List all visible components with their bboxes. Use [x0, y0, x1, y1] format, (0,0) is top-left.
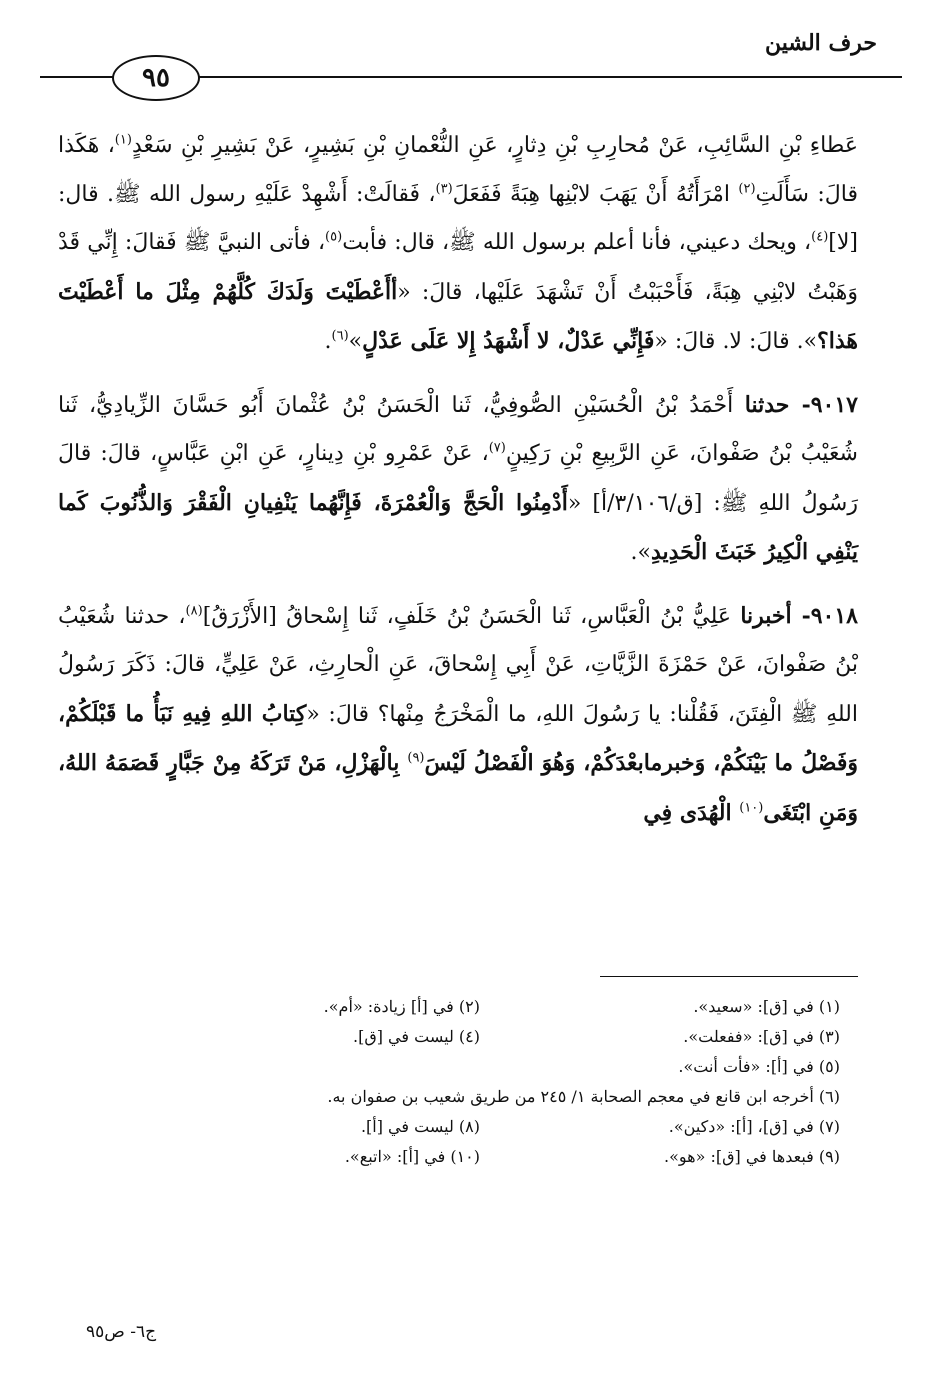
footnote-text: في [ق]: «سعيد».: [693, 997, 814, 1016]
p1-text-d: ، فَقالَتْ: أَشْهِدْ عَلَيْهِ رسول الله ﷺ. قال: [لا]: [58, 181, 858, 255]
footnote-ref-9[interactable]: (٩): [407, 750, 425, 766]
footnote-num: (٣): [818, 1027, 840, 1046]
footnote-2: [120, 992, 480, 1022]
footnote-ref-6[interactable]: (٦): [331, 328, 349, 344]
chapter-title: حرف الشين: [764, 30, 877, 56]
footnote-text: في [أ] زيادة: «أم».: [323, 997, 454, 1016]
p2-text-a: أَحْمَدُ بْنُ الْحُسَيْنِ الصُّوفِيُّ، ثَنا الْحَسَنُ بْنُ عُثْمانَ أَبُو حَسَّانَ الزِّيادِيُّ، ثَنا شُعَيْبُ بْنُ صَفْوانَ، عَنِ الرَّبِيعِ بْنِ رَكِينٍ: [58, 392, 858, 466]
footnote-8: [120, 1112, 480, 1142]
footnote-5: [678, 1052, 840, 1082]
p1-text-f: ، فأتى النبيَّ ﷺ فَقالَ: إِنِّي قَدْ وَهَبْتُ لابْنِي هِبَةً، فَأَحْبَبْتُ أَنْ تَشْهَدَ عَلَيْها، قالَ: «: [58, 230, 858, 305]
p1-hadith-quote-2: فَإِنِّي عَدْلٌ، لا أَشْهَدُ إِلا عَلَى عَدْلٍ: [362, 328, 655, 354]
page-number-badge: ٩٥: [112, 55, 200, 101]
p3-text-b: ، حدثنا شُعَيْبُ بْنُ صَفْوانَ، عَنْ حَمْزَةَ الزَّيَّاتِ، عَنْ أَبِي إِسْحاقَ، عَنِ الْحارِثِ، عَنْ عَلِيٍّ، قالَ: ذَكَرَ رَسُولُ اللهِ ﷺ الْفِتَنَ، فَقُلْنا: يا رَسُولَ اللهِ، ما الْمَخْرَجُ مِنْها؟ قالَ: «: [58, 603, 858, 727]
p2-hadith-quote: أَدْمِنُوا الْحَجَّ وَالْعُمْرَةَ، فَإِنَّهُما يَنْفِيانِ الْفَقْرَ وَالذُّنُوبَ كَما يَنْفِي الْكِيرُ خَبَثَ الْحَدِيدِ: [58, 489, 858, 565]
footnote-num: (٥): [818, 1057, 840, 1076]
footnote-text: أخرجه ابن قانع في معجم الصحابة ١/ ٢٤٥ من طريق شعيب بن صفوان به.: [327, 1087, 814, 1106]
footnote-ref-4[interactable]: (٤): [811, 229, 829, 245]
footnote-row: [120, 1142, 840, 1172]
footnote-row: [120, 1112, 840, 1142]
footnote-num: (١٠): [450, 1147, 480, 1166]
footnote-3: [480, 1022, 840, 1052]
p1-text-e: ، ويحك دعيني، فأنا أعلم برسول الله ﷺ، قال: فأبت: [342, 230, 812, 255]
footnote-divider: [600, 976, 858, 977]
p2-lead: حدثنا: [744, 391, 790, 418]
footnote-text: ليست في [أ].: [360, 1117, 454, 1136]
p2-text-b: ، عَنْ عَمْرِو بْنِ دِينارٍ، عَنِ ابْنِ عَبَّاسٍ، قالَ: قالَ رَسُولُ اللهِ ﷺ: [ق/٣/١٠٦/أ] «: [58, 441, 858, 516]
p3-text-a: عَلِيُّ بْنُ الْعَبَّاسِ، ثَنا الْحَسَنُ بْنُ خَلَفٍ، ثَنا إِسْحاقُ [الأَزْرَقُ]: [202, 603, 741, 629]
footnote-num: (٦): [818, 1087, 840, 1106]
paragraph-9017: [58, 381, 858, 578]
footnote-num: (١): [818, 997, 840, 1016]
p1-text-k: .: [324, 329, 332, 354]
footnote-text: فبعدها في [ق]: «هو».: [664, 1147, 814, 1166]
footnote-ref-3[interactable]: (٣): [435, 181, 453, 197]
footnote-text: في [أ]: «فأت أنت».: [678, 1057, 814, 1076]
footnote-row: [120, 992, 840, 1022]
p3-hadith-quote-2: بِالْهَزْلِ، مَنْ تَرَكَهُ مِنْ جَبَّارٍ قَصَمَهُ اللهُ، وَمَنِ ابْتَغَى: [58, 750, 858, 826]
footnote-ref-8[interactable]: (٨): [185, 603, 203, 619]
footnote-1: [480, 992, 840, 1022]
p1-text-h: ». قالَ: لا. قالَ: «: [654, 329, 818, 354]
footnote-ref-5[interactable]: (٥): [325, 229, 343, 245]
footnote-4: [120, 1022, 480, 1052]
footnote-text: في [ق]، [أ]: «دكين».: [668, 1117, 814, 1136]
p1-text-j: »: [348, 329, 363, 354]
footnote-10: [120, 1142, 480, 1172]
p3-hadith-quote-3: الْهُدَى فِي: [643, 799, 740, 826]
p3-hadith-quote-1: كِتابُ اللهِ فِيهِ نَبَأُ ما قَبْلَكُمْ، وَفَصْلُ ما بَيْنَكُمْ، وَخبرمابعْدَكُمْ، وَهُوَ الْفَصْلُ لَيْسَ: [58, 700, 858, 776]
footnote-ref-1[interactable]: (١): [114, 132, 132, 148]
footnote-row: [120, 1022, 840, 1052]
footnote-text: في [ق]: «ففعلت».: [683, 1027, 814, 1046]
volume-page-reference: ج٦- ص٩٥: [86, 1322, 157, 1342]
p1-text-a: عَطاءِ بْنِ السَّائِبِ، عَنْ مُحارِبِ بْنِ دِثارٍ، عَنِ النُّعْمانِ بْنِ بَشِيرٍ، عَنْ بَشِيرِ بْنِ سَعْدٍ: [131, 133, 858, 158]
footnote-7: [480, 1112, 840, 1142]
footnote-ref-2[interactable]: (٢): [738, 181, 756, 197]
footnote-9: [480, 1142, 840, 1172]
footnote-num: (٨): [458, 1117, 480, 1136]
footnote-num: (٤): [458, 1027, 480, 1046]
p1-text-b: ، هَكَذا قالَ: سَأَلَتِ: [58, 133, 858, 207]
paragraph-9018: [58, 592, 858, 839]
footnote-6: [327, 1082, 840, 1112]
p1-hadith-quote-1: أأَعْطَيْتَ وَلَدَكَ كُلَّهُمْ مِثْلَ ما أَعْطَيْتَ هَذا؟: [58, 278, 858, 354]
footnote-num: (٧): [818, 1117, 840, 1136]
footnote-text: في [أ]: «اتبع».: [344, 1147, 446, 1166]
footnote-num: (٩): [818, 1147, 840, 1166]
footnote-ref-10[interactable]: (١٠): [739, 800, 764, 816]
p2-text-d: ».: [630, 540, 651, 565]
footnote-ref-7[interactable]: (٧): [488, 440, 506, 456]
footnote-row: [120, 1052, 840, 1082]
footnotes: [120, 992, 840, 1172]
footnote-row: [120, 1082, 840, 1112]
footnote-text: ليست في [ق].: [352, 1027, 454, 1046]
p3-lead: أخبرنا: [740, 602, 792, 629]
hadith-number-9018: ٩٠١٨-: [791, 602, 858, 629]
hadith-number-9017: ٩٠١٧-: [789, 391, 858, 418]
footnote-num: (٢): [458, 997, 480, 1016]
main-text: [58, 122, 858, 838]
paragraph-1: [58, 122, 858, 367]
p1-text-c: امْرَأَتُهُ أَنْ يَهَبَ لابْنِها هِبَةً فَفَعَلَ: [452, 181, 739, 207]
